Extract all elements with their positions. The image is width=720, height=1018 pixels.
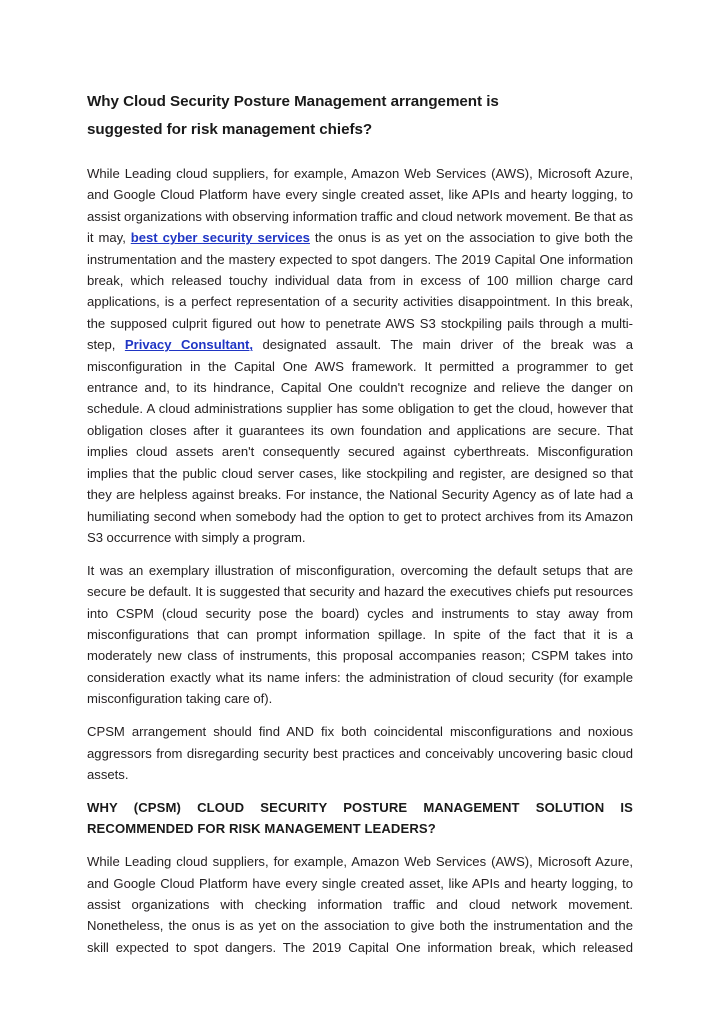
- link-privacy-consultant[interactable]: Privacy Consultant,: [124, 337, 253, 353]
- document-body: [87, 88, 633, 980]
- paragraph-1-segment-2: the onus is as yet on the association to give both the instrumentation and the mastery expected to spot dangers. The 2019 Capital One information break, which released touchy individual data from in excess of 100 million charge card applications, is a perfect representation of a security activities disappointment. In this break, the supposed culprit figured out how to penetrate AWS S3 stockpiling pails through a multi-step,: [87, 230, 634, 353]
- page-title: Why Cloud Security Posture Management arrangement is suggested for risk management chiefs?: [87, 93, 499, 138]
- section-subheading: WHY (CPSM) CLOUD SECURITY POSTURE MANAGEMENT SOLUTION IS RECOMMENDED FOR RISK MANAGEMENT LEADERS?: [87, 799, 633, 837]
- paragraph-4: While Leading cloud suppliers, for example, Amazon Web Services (AWS), Microsoft Azure, and Google Cloud Platform have every single created asset, like APIs and hearty logging, to assist organizations with checking information traffic and cloud network movement. Nonetheless, the onus is as yet on the association to give both the instrumentation and the skill expected to spot dangers. The 2019 Capital One information break, which released: [87, 854, 633, 955]
- paragraph-2: It was an exemplary illustration of misconfiguration, overcoming the default setups that are secure be default. It is suggested that security and hazard the executives chiefs put resources into CSPM (cloud security pose the board) cycles and instruments to stay away from misconfigurations that can prompt information spillage. In spite of the fact that it is a moderately new class of instruments, this proposal accompanies reason; CSPM takes into consideration exactly what its name infers: the administration of cloud security (for example misconfiguration taking care of).: [87, 562, 633, 707]
- paragraph-1-segment-1: While Leading cloud suppliers, for example, Amazon Web Services (AWS), Microsoft Azure, and Google Cloud Platform have every single created asset, like APIs and hearty logging, to assist organizations with observing information traffic and cloud network movement. Be that as it may,: [87, 166, 633, 246]
- paragraph-1-segment-3: designated assault. The main driver of the break was a misconfiguration in the Capital One AWS framework. It permitted a programmer to get entrance and, to its hindrance, Capital One couldn't recognize and relieve the danger on schedule. A cloud administrations supplier has some obligation to get the cloud, however that obligation closes after it guarantees its own foundation and applications are secure. That implies cloud assets aren't consequently secured against cyberthreats. Misconfiguration implies that the public cloud server cases, like stockpiling and register, are designed so that they are helpless against breaks. For instance, the National Security Agency as of late had a humiliating second when somebody had the option to get to protect archives from its Amazon S3 occurrence with simply a program.: [87, 337, 633, 545]
- link-best-cyber-security-services[interactable]: best cyber security services: [130, 230, 310, 246]
- paragraph-1: [87, 163, 633, 548]
- paragraph-3: CPSM arrangement should find AND fix both coincidental misconfigurations and noxious aggressors from disregarding security best practices and conceivably uncovering basic cloud assets.: [87, 724, 633, 782]
